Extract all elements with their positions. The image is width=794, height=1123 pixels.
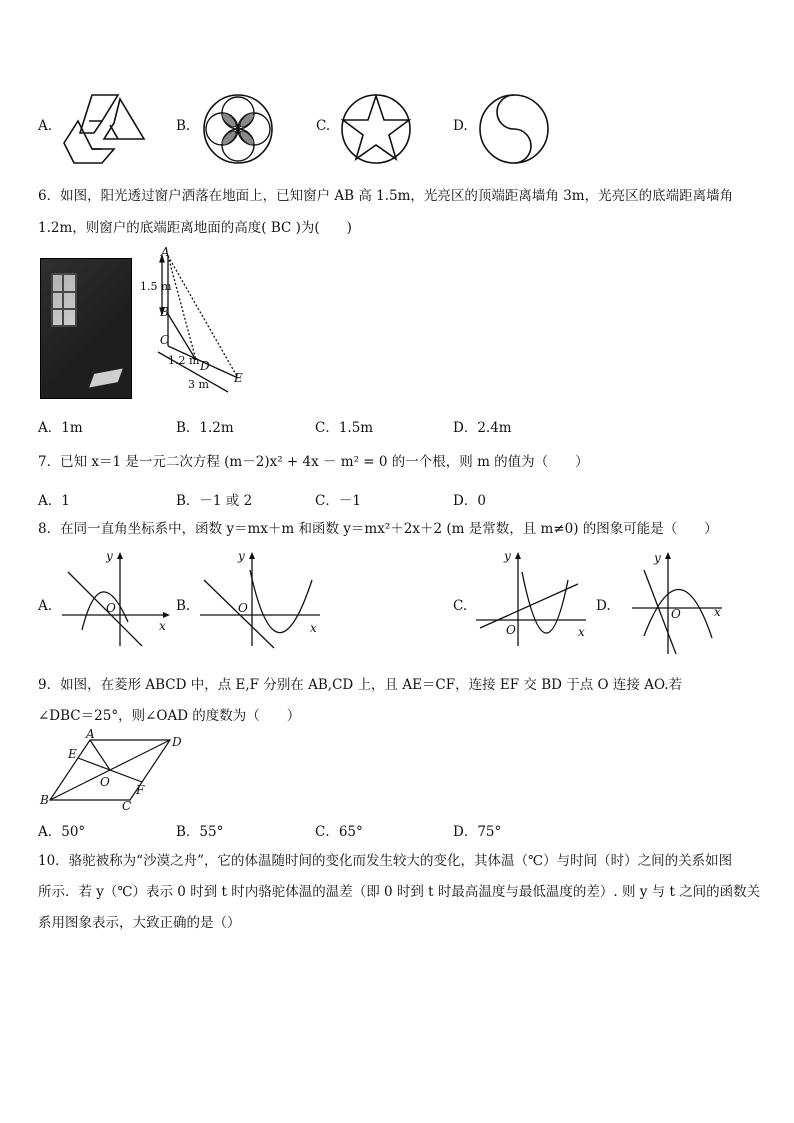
q10-stem-line2: 所示．若 y（℃）表示 0 时到 t 时内骆驼体温的温差（即 0 时到 t 时最高温度与最低温度的差）. 则 y 与 t 之间的函数关	[38, 884, 761, 900]
q9-stem-line1: 9．如图，在菱形 ABCD 中，点 E,F 分别在 AB,CD 上，且 AE＝CF，连接 EF 交 BD 于点 O 连接 AO.若	[38, 677, 683, 693]
q8-graph-d	[628, 550, 728, 658]
q6-label-b: B	[160, 305, 169, 319]
svg-text:x: x	[714, 605, 721, 619]
svg-text:D: D	[172, 735, 182, 749]
q9-option-a: A．50°	[38, 824, 86, 840]
q9-option-b: B．55°	[176, 824, 224, 840]
q6-label-ce-length: 3 m	[188, 378, 209, 391]
q7-option-a: A．1	[38, 493, 70, 509]
svg-text:A: A	[86, 727, 95, 741]
svg-text:F: F	[136, 783, 145, 797]
q5-option-d-label: D.	[453, 118, 468, 134]
q8-option-b-label: B.	[176, 598, 191, 614]
q8-option-a-label: A.	[38, 598, 53, 614]
star-in-circle-icon	[340, 93, 412, 165]
q6-label-cd-length: 1.2 m	[168, 354, 200, 367]
q8-stem: 8．在同一直角坐标系中，函数 y＝mx＋m 和函数 y＝mx²＋2x＋2 (m 是常数，且 m≠0) 的图象可能是（ ）	[38, 521, 718, 537]
four-petal-circle-icon	[202, 93, 274, 165]
q8-option-d-label: D.	[596, 598, 611, 614]
svg-text:O: O	[100, 775, 110, 789]
q10-stem-line1: 10．骆驼被称为“沙漠之舟”，它的体温随时间的变化而发生较大的变化，其体温（℃）与时间（时）之间的关系如图	[38, 853, 733, 869]
q9-rhombus-diagram	[38, 727, 188, 814]
svg-text:O: O	[671, 607, 681, 621]
q5-options	[0, 88, 794, 168]
q8-option-c-label: C.	[453, 598, 468, 614]
q7-option-d: D．0	[453, 493, 486, 509]
q7-option-b: B．－1 或 2	[176, 493, 253, 509]
q8-graph-c	[476, 550, 591, 650]
q7-option-c: C．－1	[315, 493, 361, 509]
svg-text:y: y	[106, 549, 113, 563]
q6-stem-line1: 6．如图，阳光透过窗户洒落在地面上，已知窗户 AB 高 1.5m，光亮区的顶端距离墙角 3m，光亮区的底端距离墙角	[38, 188, 734, 204]
q8-graph-a	[62, 550, 172, 650]
q5-option-a-label: A.	[38, 118, 53, 134]
svg-text:O: O	[238, 601, 248, 615]
q6-label-ab-length: 1.5 m	[140, 280, 172, 293]
q8-graph-b	[200, 550, 325, 650]
q10-stem-line3: 系用图象表示，大致正确的是（）	[38, 915, 241, 931]
q6-stem-line2: 1.2m，则窗户的底端距离地面的高度( BC )为( )	[38, 220, 352, 236]
q9-option-c: C．65°	[315, 824, 363, 840]
triangle-arrows-icon	[62, 93, 146, 165]
q6-option-c: C．1.5m	[315, 420, 374, 436]
q6-option-d: D．2.4m	[453, 420, 512, 436]
svg-text:B: B	[40, 793, 49, 807]
q5-option-c-label: C.	[316, 118, 331, 134]
yin-yang-circle-icon	[478, 93, 550, 165]
q6-window-diagram	[138, 245, 248, 400]
svg-text:x: x	[310, 621, 317, 635]
q6-room-photo	[40, 258, 132, 399]
svg-text:y: y	[654, 551, 661, 565]
q6-label-a: A	[161, 245, 170, 259]
q9-stem-line2: ∠DBC＝25°，则∠OAD 的度数为（ ）	[38, 708, 301, 724]
svg-text:C: C	[122, 799, 132, 813]
q6-label-e: E	[234, 371, 243, 385]
q6-option-b: B．1.2m	[176, 420, 234, 436]
q7-stem: 7．已知 x＝1 是一元二次方程 (m－2)x² + 4x － m² = 0 的一个根，则 m 的值为（ ）	[38, 454, 589, 470]
q9-option-d: D．75°	[453, 824, 502, 840]
svg-text:E: E	[68, 747, 77, 761]
svg-text:O: O	[106, 601, 116, 615]
svg-text:y: y	[238, 549, 245, 563]
svg-text:O: O	[506, 623, 516, 637]
q6-label-c: C	[160, 333, 170, 347]
q6-option-a: A．1m	[38, 420, 83, 436]
q6-label-d: D	[200, 359, 210, 373]
svg-text:x: x	[578, 625, 585, 639]
q5-option-b-label: B.	[176, 118, 191, 134]
svg-text:y: y	[504, 549, 511, 563]
svg-text:x: x	[159, 619, 166, 633]
